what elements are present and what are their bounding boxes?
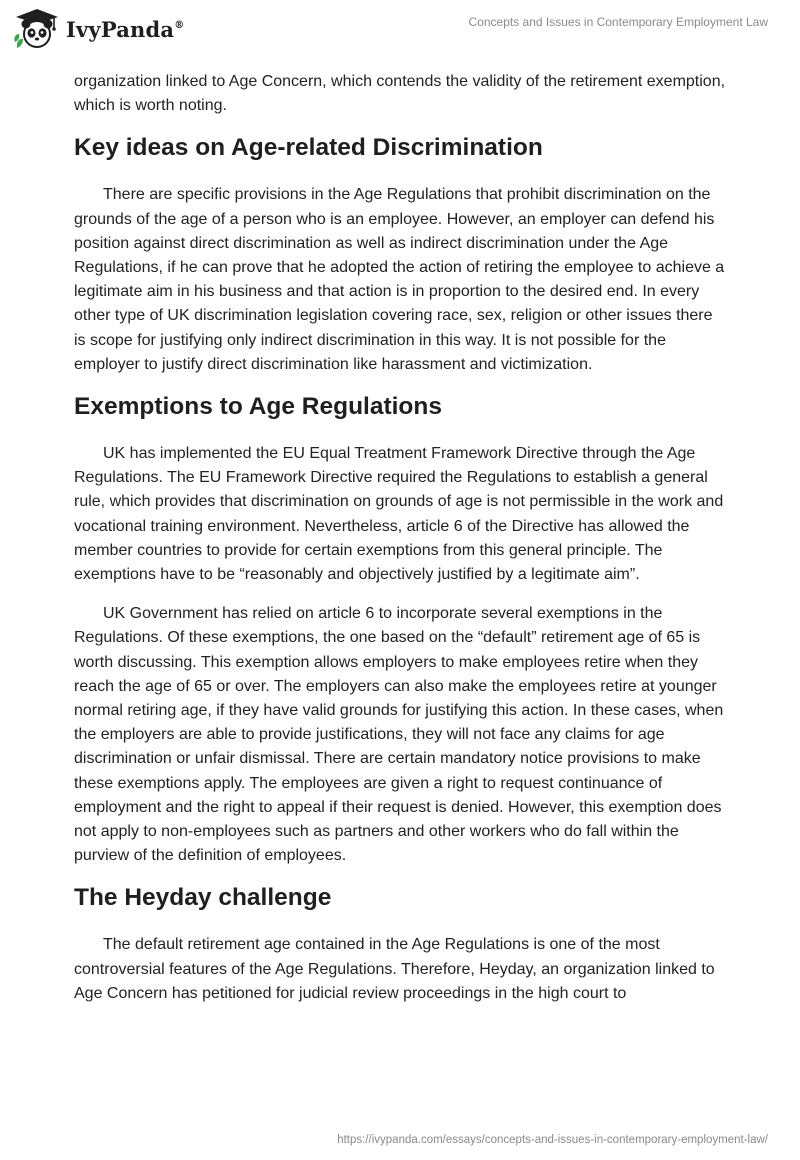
brand-name: IvyPanda® [66, 16, 185, 42]
essay-body [74, 70, 726, 1021]
paragraph: UK Government has relied on article 6 to incorporate several exemptions in the Regulations. Of these exemptions, the one based on the “default” retirement age of 65 is worth discussing. This exemption allows employers to make employees retire when they reach the age of 65 or over. The employers can also make the employees retire at younger normal retiring age, if they have valid grounds for justifying this action. In these cases, when the employers are able to provide justifications, they will not face any claims for age discrimination or unfair dismissal. There are certain mandatory notice provisions to make these exemptions apply. The employees are given a right to request continuance of employment and the right to appeal if their request is denied. However, this exemption does not apply to non-employees such as partners and other workers who do fall within the purview of the definition of employees. [74, 605, 724, 865]
panda-graduate-icon [14, 8, 60, 50]
intro-paragraph: organization linked to Age Concern, which contends the validity of the retirement exemption, which is worth noting. [74, 73, 726, 115]
paragraph: UK has implemented the EU Equal Treatment Framework Directive through the Age Regulations. The EU Framework Directive required the Regulations to establish a general rule, which provides that discrimination on grounds of age is not permissible in the work and vocational training environment. Nevertheless, article 6 of the Directive has allowed the member countries to provide for certain exemptions from this general principle. The exemptions have to be “reasonably and objectively justified by a legitimate aim”. [74, 445, 724, 584]
page-header [0, 0, 800, 60]
ivypanda-logo[interactable] [14, 8, 184, 50]
section-heading-heyday: The Heyday challenge [74, 884, 332, 912]
document-title: Concepts and Issues in Contemporary Employment Law [468, 15, 768, 29]
source-url-link[interactable]: https://ivypanda.com/essays/concepts-and-issues-in-contemporary-employment-law/ [337, 1134, 768, 1146]
paragraph: There are specific provisions in the Age Regulations that prohibit discrimination on the grounds of the age of a person who is an employee. However, an employer can defend his position against direct discrimination as well as indirect discrimination under the Age Regulations, if he can prove that he adopted the action of retiring the employee to achieve a legitimate aim in his business and that action is in proportion to the desired end. In every other type of UK discrimination legislation covering race, sex, religion or other issues there is scope for justifying only indirect discrimination in this way. It is not possible for the employer to justify direct discrimination like harassment and victimization. [74, 186, 725, 373]
section-heading-exemptions: Exemptions to Age Regulations [74, 393, 442, 421]
section-heading-age-discrimination: Key ideas on Age-related Discrimination [74, 134, 543, 162]
paragraph: The default retirement age contained in the Age Regulations is one of the most controversial features of the Age Regulations. Therefore, Heyday, an organization linked to Age Concern has petitioned for judicial review proceedings in the high court to [74, 936, 715, 1002]
